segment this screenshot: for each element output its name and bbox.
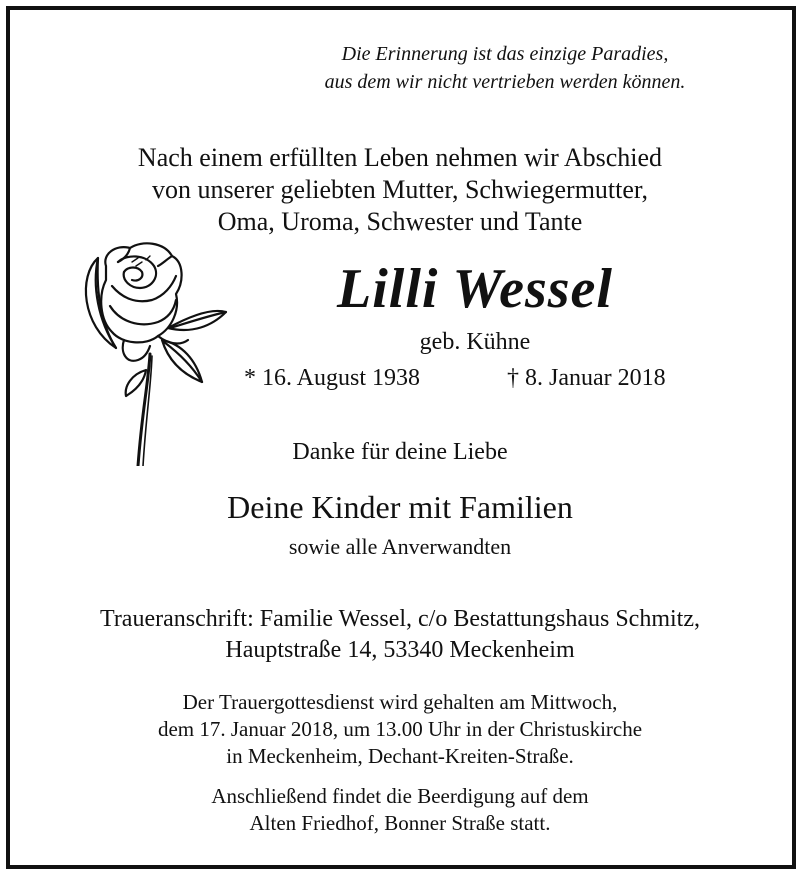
condolence-address [20,604,780,666]
intro-line-2: von unserer geliebten Mutter, Schwiegermutter, [151,175,649,204]
mourners-relatives: sowie alle Anverwandten [288,534,512,559]
farewell-intro [40,142,760,238]
burial-info [60,783,740,837]
deceased-name: Lilli Wessel [337,258,613,320]
rose-icon [72,236,232,466]
service-line-1: Der Trauergottesdienst wird gehalten am Mittwoch, [182,690,618,714]
motto-quote [250,40,760,96]
intro-line-3: Oma, Uroma, Schwester und Tante [217,207,583,236]
service-line-3: in Meckenheim, Dechant-Kreiten-Straße. [226,744,574,768]
motto-line-1: Die Erinnerung ist das einzige Paradies, [341,43,669,65]
birth-name: geb. Kühne [419,329,531,355]
intro-line-1: Nach einem erfüllten Leben nehmen wir Abschied [137,143,663,172]
thanks-line: Danke für deine Liebe [292,439,508,465]
motto-line-2: aus dem wir nicht vertrieben werden können. [324,71,686,93]
service-line-2: dem 17. Januar 2018, um 13.00 Uhr in der Christuskirche [157,717,643,741]
address-line-2: Hauptstraße 14, 53340 Meckenheim [225,637,575,663]
address-line-1: Traueranschrift: Familie Wessel, c/o Bestattungshaus Schmitz, [100,606,700,632]
mourners-family: Deine Kinder mit Familien [227,489,573,525]
death-date: † 8. Januar 2018 [507,365,666,391]
funeral-service-info [60,689,740,770]
birth-date: * 16. August 1938 [244,365,421,391]
burial-line-1: Anschließend findet die Beerdigung auf dem [211,784,589,808]
burial-line-2: Alten Friedhof, Bonner Straße statt. [249,811,551,835]
